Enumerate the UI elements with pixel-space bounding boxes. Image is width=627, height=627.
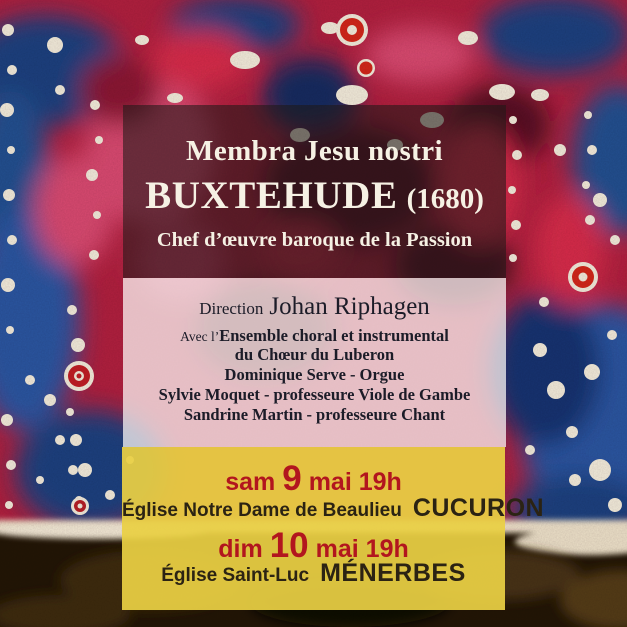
event-date-number: 10 <box>269 526 309 565</box>
work-subtitle: Chef d’œuvre baroque de la Passion <box>156 229 473 251</box>
events-panel <box>122 447 545 610</box>
event-venue <box>122 494 545 526</box>
event-month-time: mai 19h <box>308 468 402 496</box>
venue-name: Église Notre Dame de Beaulieu <box>122 500 402 521</box>
ensemble-name: Ensemble choral et instrumental <box>219 326 449 345</box>
venue-name: Église Saint-Luc <box>161 565 310 586</box>
venue-city: MÉNERBES <box>320 559 466 587</box>
performer-line <box>123 365 506 385</box>
ensemble-prefix: Avec l’ <box>180 329 220 344</box>
composition-year: (1680) <box>406 183 484 215</box>
event-venue <box>122 559 505 591</box>
work-title: Membra Jesu nostri <box>186 135 443 167</box>
ensemble-name-2: du Chœur du Luberon <box>234 345 395 364</box>
direction-label: Direction <box>199 299 264 318</box>
separator: - <box>263 385 270 404</box>
performer-line <box>123 405 506 425</box>
venue-city: CUCURON <box>412 494 545 522</box>
event-month-time: mai 19h <box>315 535 409 563</box>
event-day: sam <box>225 468 276 496</box>
separator: - <box>350 365 356 384</box>
credits-panel <box>123 278 506 447</box>
composer-line <box>123 173 506 218</box>
performer-role: professeure Viole de Gambe <box>273 385 471 404</box>
performer-role: professeure Chant <box>316 405 446 424</box>
title-panel <box>123 105 506 278</box>
composer-name: BUXTEHUDE <box>145 174 398 217</box>
performer-name: Sylvie Moquet <box>158 385 260 404</box>
performer-line <box>123 385 506 405</box>
director-name: Johan Riphagen <box>269 293 430 320</box>
performer-name: Sandrine Martin <box>183 405 303 424</box>
separator: - <box>306 405 313 424</box>
event-date-number: 9 <box>282 459 302 498</box>
ensemble-line <box>123 326 506 346</box>
event-day: dim <box>218 535 263 563</box>
performer-role: Orgue <box>359 365 405 384</box>
performer-name: Dominique Serve <box>224 365 347 384</box>
direction-line <box>123 293 506 321</box>
